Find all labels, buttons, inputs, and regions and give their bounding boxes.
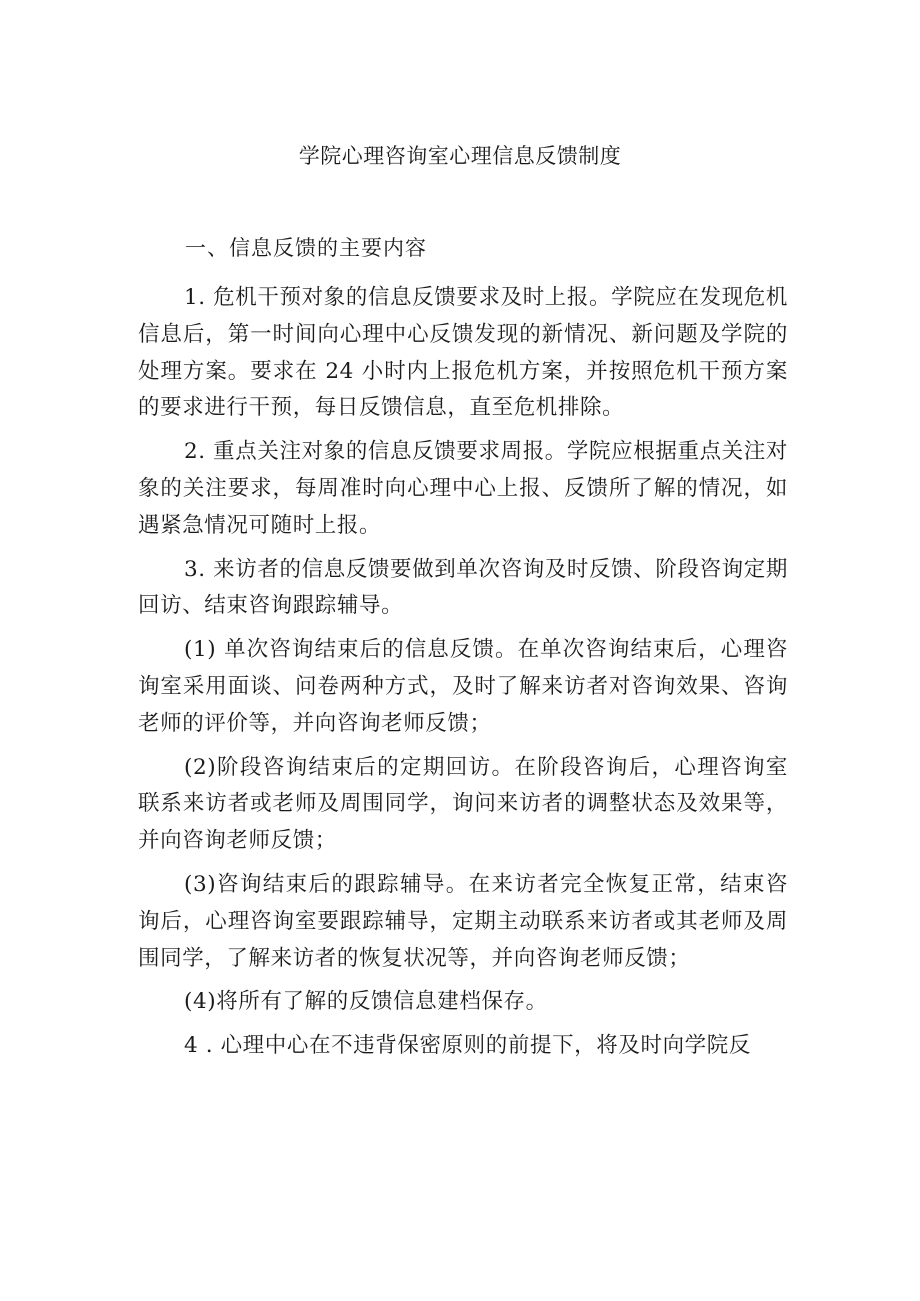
paragraph-archive: (4)将所有了解的反馈信息建档保存。 [184, 989, 548, 1015]
document-body [138, 280, 788, 1072]
paragraph-visitor-feedback: 3. 来访者的信息反馈要做到单次咨询及时反馈、阶段咨询定期回访、结束咨询跟踪辅导。 [138, 556, 788, 619]
paragraph-crisis-intervention: 1. 危机干预对象的信息反馈要求及时上报。学院应在发现危机信息后，第一时间向心理中心反馈发现的新情况、新问题及学院的处理方案。要求在 24 小时内上报危机方案，并按照危机干预方案的要求进行干预，每日反馈信息，直至危机排除。 [138, 285, 788, 421]
document-title: 学院心理咨询室心理信息反馈制度 [298, 144, 622, 168]
paragraph-stage-followup: (2)阶段咨询结束后的定期回访。在阶段咨询后，心理咨询室联系来访者或老师及周围同学，询问来访者的调整状态及效果等，并向咨询老师反馈； [138, 754, 788, 854]
section-heading: 一、信息反馈的主要内容 [185, 236, 427, 260]
paragraph-center-feedback: 4 . 心理中心在不违背保密原则的前提下，将及时向学院反 [184, 1033, 751, 1059]
paragraph-single-session: (1) 单次咨询结束后的信息反馈。在单次咨询结束后，心理咨询室采用面谈、问卷两种方式，及时了解来访者对咨询效果、咨询老师的评价等，并向咨询老师反馈； [138, 637, 788, 736]
paragraph-key-attention: 2. 重点关注对象的信息反馈要求周报。学院应根据重点关注对象的关注要求，每周准时向心理中心上报、反馈所了解的情况，如遇紧急情况可随时上报。 [138, 439, 788, 538]
paragraph-tracking-guidance: (3)咨询结束后的跟踪辅导。在来访者完全恢复正常，结束咨询后，心理咨询室要跟踪辅导，定期主动联系来访者或其老师及周围同学，了解来访者的恢复状况等，并向咨询老师反馈； [138, 871, 788, 971]
